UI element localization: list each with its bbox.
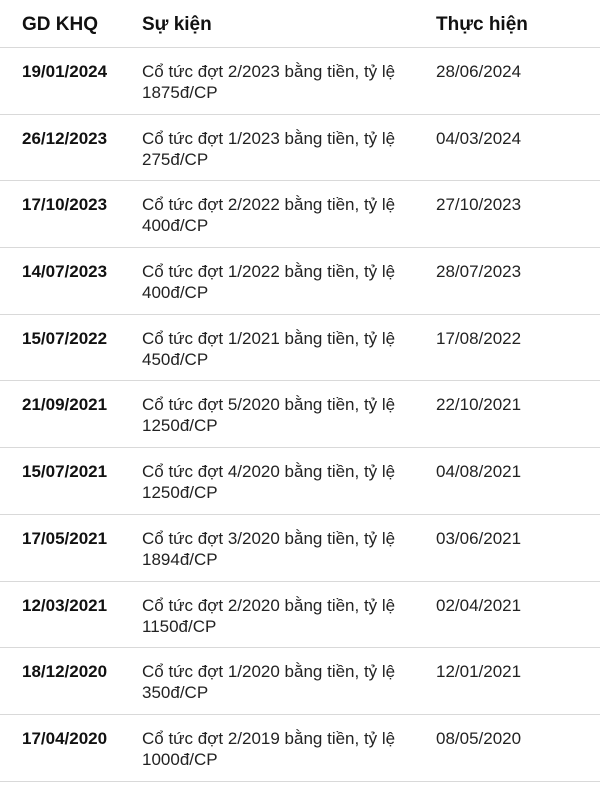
table-row-partial[interactable] (0, 782, 600, 800)
ex-rights-date-cell: 17/10/2023 (22, 195, 108, 215)
event-cell: Cổ tức đợt 2/2020 bằng tiền, tỷ lệ 1150đ/CP (142, 595, 396, 636)
table-row[interactable] (0, 48, 600, 115)
table-row[interactable] (0, 715, 600, 782)
table-row[interactable] (0, 115, 600, 182)
ex-rights-date-cell: 19/01/2024 (22, 62, 108, 81)
table-row[interactable] (0, 381, 600, 448)
ex-rights-date-cell: 17/04/2020 (22, 728, 108, 748)
event-cell: Cổ tức đợt 4/2020 bằng tiền, tỷ lệ 1250đ/CP (142, 462, 396, 503)
event-cell: Cổ tức đợt 1/2022 bằng tiền, tỷ lệ 400đ/CP (142, 262, 396, 303)
table-row[interactable] (0, 448, 600, 515)
table-row[interactable] (0, 648, 600, 715)
payment-date-cell: 03/06/2021 (436, 528, 522, 548)
table-row[interactable] (0, 181, 600, 248)
event-cell: Cổ tức đợt 2/2023 bằng tiền, tỷ lệ 1875đ/CP (142, 62, 396, 102)
ex-rights-date-cell: 12/03/2021 (22, 595, 108, 615)
table-header (0, 0, 600, 48)
ex-rights-date-cell: 18/12/2020 (22, 662, 108, 682)
event-cell: Cổ tức đợt 2/2019 bằng tiền, tỷ lệ 1000đ/CP (142, 728, 396, 769)
payment-date-cell: 12/01/2021 (436, 662, 522, 682)
payment-date-cell: 04/08/2021 (436, 462, 522, 482)
header-event[interactable]: Sự kiện (142, 14, 212, 35)
ex-rights-date-cell: 14/07/2023 (22, 262, 108, 282)
payment-date-cell (412, 782, 600, 795)
table-row[interactable] (0, 582, 600, 649)
payment-date-cell: 17/08/2022 (436, 328, 522, 348)
payment-date-cell: 28/06/2024 (436, 62, 522, 81)
event-cell: Cổ tức đợt 5/2020 bằng tiền, tỷ lệ 1250đ/CP (142, 395, 396, 436)
payment-date-cell: 27/10/2023 (436, 195, 522, 215)
table-row[interactable] (0, 515, 600, 582)
ex-rights-date-cell: 15/07/2021 (22, 462, 108, 482)
payment-date-cell: 28/07/2023 (436, 262, 522, 282)
event-cell: Cổ tức đợt 1/2021 bằng tiền, tỷ lệ 450đ/CP (142, 328, 396, 369)
ex-rights-date-cell: 15/07/2022 (22, 328, 108, 348)
event-cell: Cổ tức đợt 1/2023 bằng tiền, tỷ lệ 275đ/CP (142, 128, 396, 169)
payment-date-cell: 22/10/2021 (436, 395, 522, 415)
ex-rights-date-cell (0, 782, 142, 795)
event-cell: Cổ tức đợt 2/2022 bằng tiền, tỷ lệ 400đ/CP (142, 195, 396, 236)
event-cell (142, 782, 412, 795)
ex-rights-date-cell: 26/12/2023 (22, 128, 108, 148)
payment-date-cell: 08/05/2020 (436, 728, 522, 748)
table-row[interactable] (0, 248, 600, 315)
ex-rights-date-cell: 21/09/2021 (22, 395, 108, 415)
table-row[interactable] (0, 315, 600, 382)
ex-rights-date-cell: 17/05/2021 (22, 528, 108, 548)
payment-date-cell: 04/03/2024 (436, 128, 522, 148)
header-ex-rights-date[interactable]: GD KHQ (22, 14, 98, 35)
payment-date-cell: 02/04/2021 (436, 595, 522, 615)
header-payment-date[interactable]: Thực hiện (436, 14, 528, 35)
event-cell: Cổ tức đợt 3/2020 bằng tiền, tỷ lệ 1894đ/CP (142, 528, 396, 569)
event-cell: Cổ tức đợt 1/2020 bằng tiền, tỷ lệ 350đ/CP (142, 662, 396, 703)
